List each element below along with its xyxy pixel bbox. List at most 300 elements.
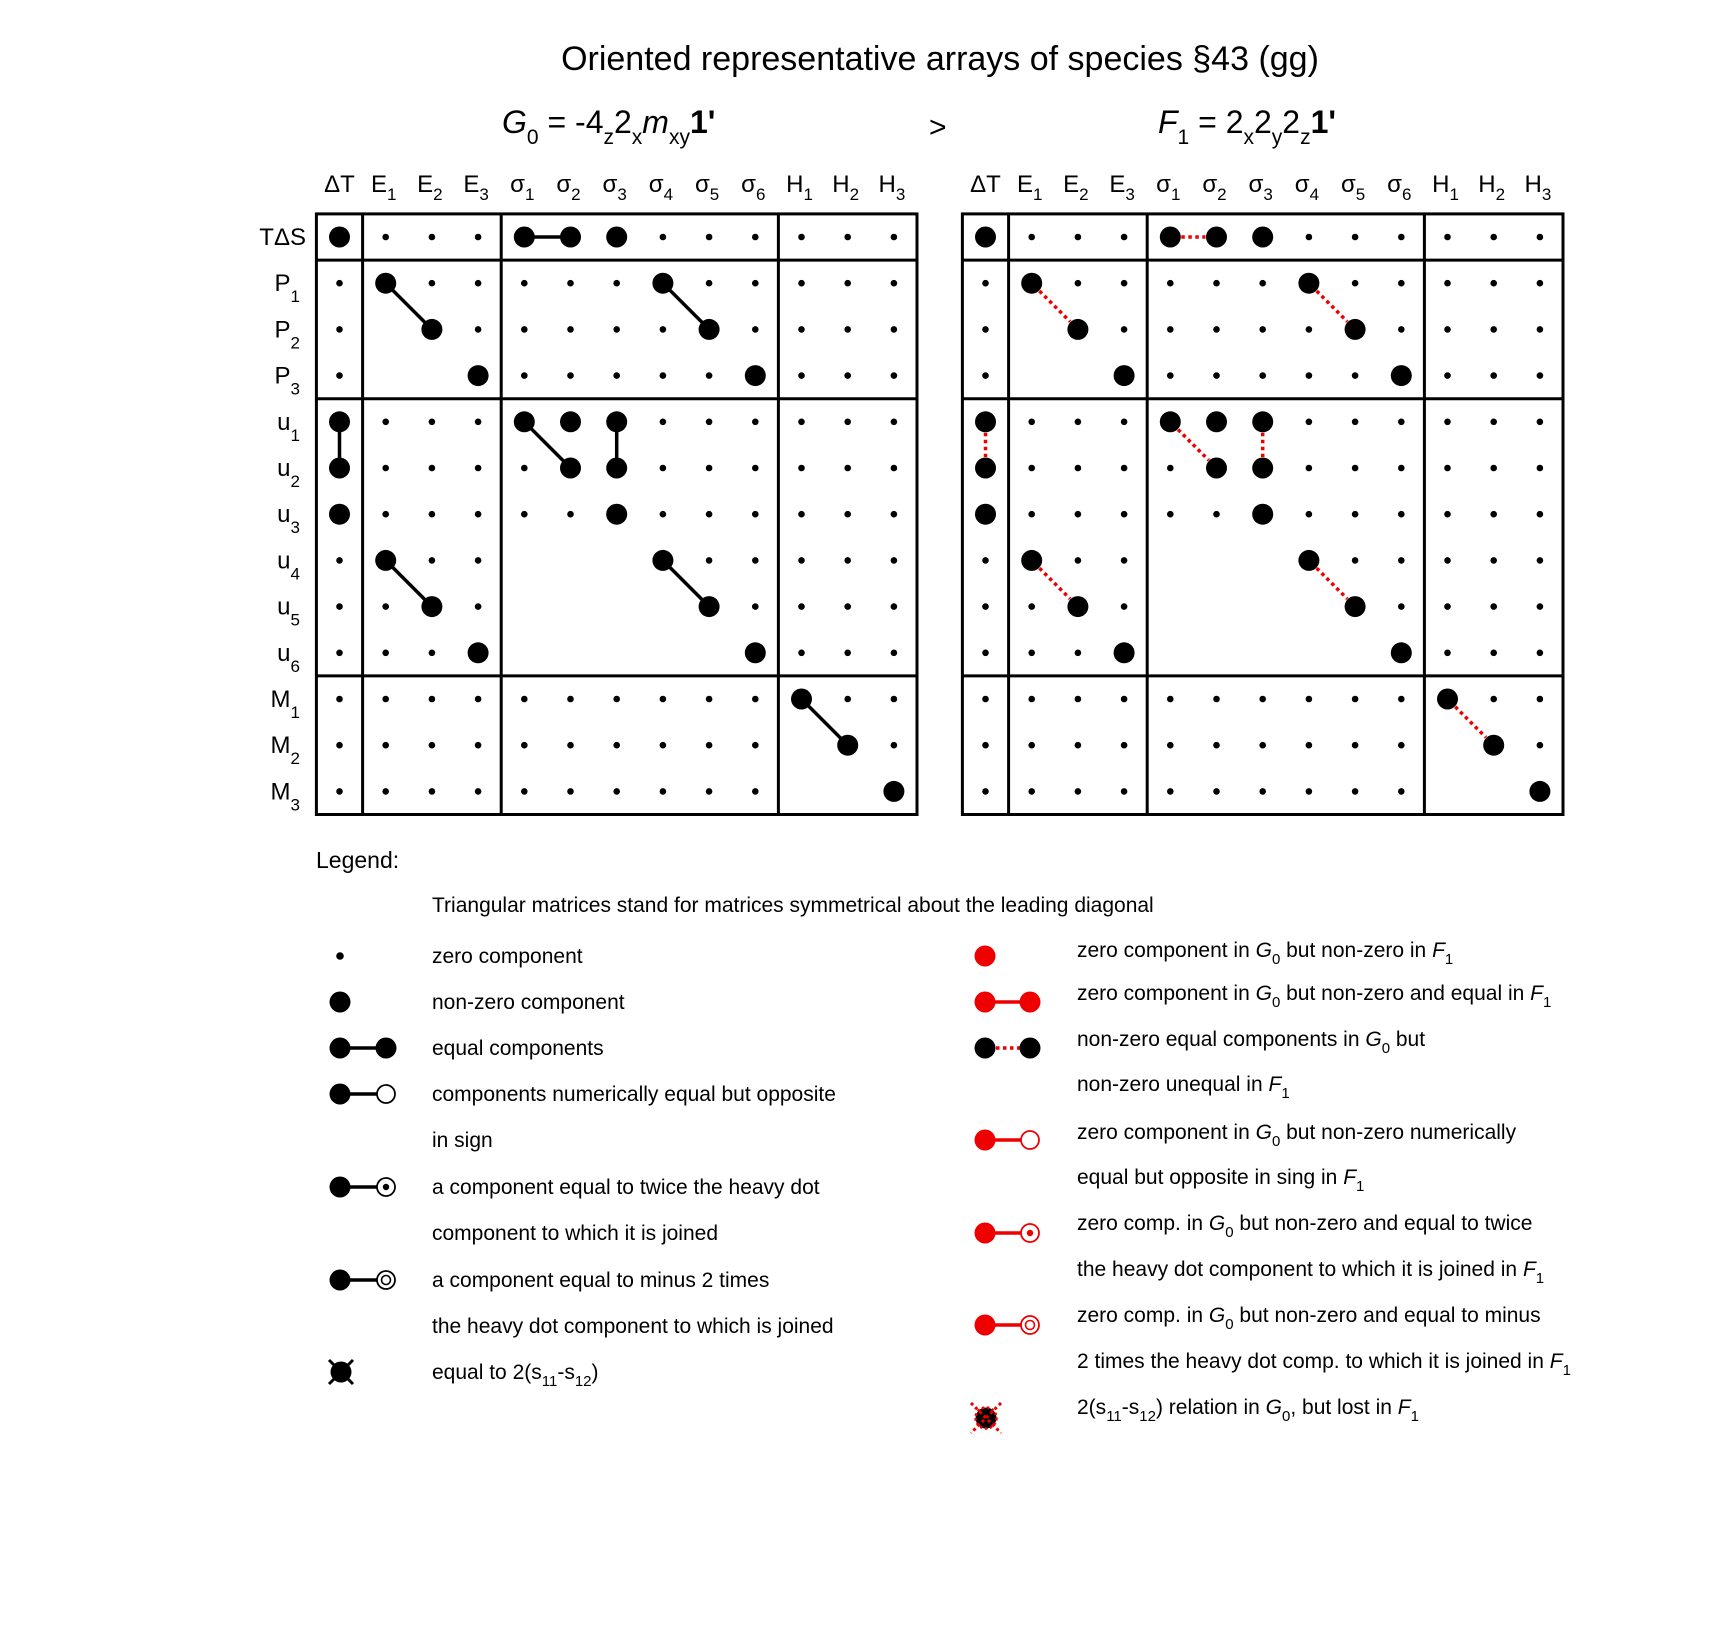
zero-component [1490, 557, 1497, 564]
zero-component [1259, 372, 1266, 379]
zero-component [1352, 788, 1359, 795]
zero-component [1398, 696, 1405, 703]
zero-component [1259, 280, 1266, 287]
zero-component [982, 557, 989, 564]
zero-component [1490, 465, 1497, 472]
nonzero-component [791, 689, 812, 710]
zero-component [982, 650, 989, 657]
nonzero-component [1252, 504, 1273, 525]
nonzero-component [1021, 550, 1042, 571]
zero-component [844, 603, 851, 610]
zero-component [1444, 650, 1451, 657]
zero-component [613, 742, 620, 749]
col-header-σ2: $\sigma_2$ [1202, 171, 1227, 204]
zero-component [1444, 465, 1451, 472]
zero-component [429, 280, 436, 287]
nonzero-component [1298, 550, 1319, 571]
zero-component [1352, 280, 1359, 287]
zero-component [1537, 419, 1544, 426]
zero-component [1352, 511, 1359, 518]
zero-component [1537, 650, 1544, 657]
nonzero-component [837, 735, 858, 756]
zero-component [1028, 650, 1035, 657]
zero-component [1352, 742, 1359, 749]
red-minus-two-link-icon [975, 1315, 1040, 1336]
zero-component [1213, 372, 1220, 379]
heavy-dot-icon [330, 992, 351, 1013]
zero-component [1537, 557, 1544, 564]
zero-component [660, 465, 667, 472]
zero-component [752, 326, 759, 333]
zero-component [1306, 511, 1313, 518]
col-header-σ4: $\sigma_4$ [1294, 171, 1320, 204]
zero-component [1121, 557, 1128, 564]
zero-component [752, 557, 759, 564]
nonzero-component [1529, 781, 1550, 802]
zero-component [706, 696, 713, 703]
zero-component [382, 465, 389, 472]
legend-right-texts [1077, 939, 1571, 1425]
nonzero-component [468, 642, 489, 663]
zero-component [1028, 511, 1035, 518]
row-header-u5: $u_5$ [277, 593, 300, 630]
zero-component [521, 465, 528, 472]
zero-component [1537, 326, 1544, 333]
zero-component [798, 650, 805, 657]
row-header-u4: $u_4$ [277, 547, 300, 584]
zero-component [1537, 280, 1544, 287]
zero-component [1213, 742, 1220, 749]
zero-component [752, 696, 759, 703]
zero-component [1352, 419, 1359, 426]
zero-component [752, 465, 759, 472]
nonzero-component [329, 458, 350, 479]
zero-component [567, 742, 574, 749]
zero-component [475, 603, 482, 610]
zero-component [1213, 788, 1220, 795]
zero-component [1398, 326, 1405, 333]
zero-component [475, 465, 482, 472]
nonzero-component [1483, 735, 1504, 756]
zero-component [1075, 788, 1082, 795]
zero-component [1352, 465, 1359, 472]
legend-r1-text: zero component in $G_0$ but non-zero in $F_1$ [1077, 939, 1454, 968]
zero-component [429, 788, 436, 795]
zero-component [429, 234, 436, 241]
col-header-σ3: $\sigma_3$ [1248, 171, 1273, 204]
legend-zero-text: zero component [432, 945, 583, 968]
nonzero-component [1437, 689, 1458, 710]
zero-component [706, 742, 713, 749]
nonzero-component [1252, 411, 1273, 432]
zero-component [1490, 650, 1497, 657]
zero-component [521, 372, 528, 379]
unequal-link [1317, 291, 1348, 322]
col-header-σ5: $\sigma_5$ [694, 171, 720, 204]
nonzero-component [1206, 411, 1227, 432]
zero-component [1444, 372, 1451, 379]
nonzero-component [975, 411, 996, 432]
zero-component [1028, 696, 1035, 703]
col-header-E1: $E_1$ [1016, 171, 1043, 204]
zero-component [798, 465, 805, 472]
zero-component [1490, 603, 1497, 610]
nonzero-component [514, 227, 535, 248]
zero-component [336, 372, 343, 379]
zero-component [1398, 603, 1405, 610]
zero-component [1537, 696, 1544, 703]
zero-component [1352, 696, 1359, 703]
nonzero-component [1298, 273, 1319, 294]
zero-component [891, 511, 898, 518]
nonzero-component [606, 411, 627, 432]
col-header-H2: $H_2$ [832, 171, 860, 204]
dotted-link-icon [975, 1038, 1041, 1059]
legend-left-texts [432, 945, 836, 1390]
matrix-f1 [962, 171, 1563, 815]
zero-component [1121, 234, 1128, 241]
nonzero-component [1021, 273, 1042, 294]
nonzero-component [745, 642, 766, 663]
zero-component [336, 326, 343, 333]
col-header-σ1: $\sigma_1$ [1156, 171, 1181, 204]
group-label-f1: $F_1 = 2_x2_y2_z1'$ [1158, 104, 1336, 149]
zero-component [891, 650, 898, 657]
zero-component [1075, 650, 1082, 657]
zero-component [1444, 511, 1451, 518]
nonzero-component [606, 458, 627, 479]
zero-component [1306, 419, 1313, 426]
legend-opposite-text-2: in sign [432, 1129, 493, 1152]
row-header-P2: $P_2$ [274, 316, 300, 353]
zero-component [706, 419, 713, 426]
nonzero-component [468, 365, 489, 386]
zero-component [1075, 465, 1082, 472]
unequal-link [1317, 568, 1348, 599]
zero-component [336, 696, 343, 703]
legend-r6-text-2: 2 times the heavy dot comp. to which it is joined in $F_1$ [1077, 1350, 1571, 1379]
zero-component [706, 234, 713, 241]
row-header-P3: $P_3$ [274, 362, 300, 399]
zero-component [1444, 326, 1451, 333]
zero-component [567, 326, 574, 333]
zero-component [382, 419, 389, 426]
nonzero-component [375, 550, 396, 571]
zero-component [613, 280, 620, 287]
zero-component [1121, 603, 1128, 610]
zero-component [798, 280, 805, 287]
zero-component [1213, 280, 1220, 287]
zero-component [475, 788, 482, 795]
col-header-E1: $E_1$ [370, 171, 397, 204]
zero-component [982, 742, 989, 749]
zero-component [752, 419, 759, 426]
zero-component [844, 326, 851, 333]
zero-component [752, 603, 759, 610]
zero-component [613, 372, 620, 379]
zero-component [1444, 419, 1451, 426]
zero-component [706, 280, 713, 287]
zero-component [336, 650, 343, 657]
zero-component [1398, 419, 1405, 426]
nonzero-component [1206, 227, 1227, 248]
zero-component [382, 511, 389, 518]
zero-component [798, 372, 805, 379]
nonzero-component [1391, 642, 1412, 663]
zero-component [475, 511, 482, 518]
nonzero-component [560, 411, 581, 432]
zero-component [844, 557, 851, 564]
zero-component [706, 465, 713, 472]
red-twice-link-icon [975, 1223, 1040, 1244]
legend-nonzero-text: non-zero component [432, 991, 625, 1014]
zero-component [844, 650, 851, 657]
zero-component [1167, 280, 1174, 287]
zero-component [706, 557, 713, 564]
nonzero-component [883, 781, 904, 802]
nonzero-component [1067, 596, 1088, 617]
zero-component [1259, 696, 1266, 703]
zero-component [891, 696, 898, 703]
zero-component [982, 372, 989, 379]
zero-component [1352, 372, 1359, 379]
zero-component [1306, 234, 1313, 241]
zero-component [521, 511, 528, 518]
zero-component [475, 742, 482, 749]
legend-r6-text: zero comp. in $G_0$ but non-zero and equal to minus [1077, 1304, 1541, 1333]
zero-component [752, 742, 759, 749]
zero-component [844, 280, 851, 287]
zero-component [1444, 603, 1451, 610]
legend-minus-two-text: a component equal to minus 2 times [432, 1269, 770, 1292]
zero-component [521, 326, 528, 333]
legend-note: Triangular matrices stand for matrices symmetrical about the leading diagonal [432, 894, 1154, 917]
zero-component [475, 326, 482, 333]
zero-component [844, 234, 851, 241]
zero-component [613, 788, 620, 795]
zero-component [1490, 280, 1497, 287]
zero-component [660, 511, 667, 518]
zero-component [1167, 742, 1174, 749]
col-header-σ2: $\sigma_2$ [556, 171, 581, 204]
zero-component [382, 650, 389, 657]
zero-component [798, 234, 805, 241]
row-header-u6: $u_6$ [277, 639, 300, 676]
zero-component [798, 511, 805, 518]
zero-component [567, 372, 574, 379]
zero-component [429, 696, 436, 703]
zero-component [1259, 788, 1266, 795]
zero-component [1121, 696, 1128, 703]
zero-component [1398, 280, 1405, 287]
unequal-link [1178, 430, 1209, 461]
nonzero-component [699, 596, 720, 617]
zero-component [567, 696, 574, 703]
nonzero-component [652, 273, 673, 294]
zero-component [1398, 511, 1405, 518]
zero-component [1490, 234, 1497, 241]
zero-component [982, 788, 989, 795]
col-header-E3: $E_3$ [1109, 171, 1135, 204]
zero-component [1490, 511, 1497, 518]
nonzero-component [329, 411, 350, 432]
col-header-H2: $H_2$ [1478, 171, 1506, 204]
zero-component [429, 419, 436, 426]
zero-component [706, 372, 713, 379]
zero-component [567, 788, 574, 795]
unequal-link [1455, 707, 1486, 738]
zero-component [982, 603, 989, 610]
zero-component [521, 280, 528, 287]
zero-component [382, 234, 389, 241]
zero-component [336, 788, 343, 795]
crossed-dot-icon [329, 1360, 353, 1384]
zero-component [336, 742, 343, 749]
zero-component [844, 696, 851, 703]
legend-r3-text-2: non-zero unequal in $F_1$ [1077, 1073, 1290, 1102]
zero-component [752, 788, 759, 795]
nonzero-component [1206, 458, 1227, 479]
group-label-g0: $G_0 = -4_z2_xm_{xy}1'$ [502, 104, 716, 149]
zero-component [1306, 696, 1313, 703]
zero-component [891, 326, 898, 333]
nonzero-component [1252, 458, 1273, 479]
col-header-H3: $H_3$ [878, 171, 906, 204]
nonzero-component [1160, 411, 1181, 432]
zero-component [1306, 465, 1313, 472]
zero-component [1121, 742, 1128, 749]
zero-component [1444, 557, 1451, 564]
zero-component [1306, 788, 1313, 795]
zero-component [844, 511, 851, 518]
legend-opposite-text: components numerically equal but opposite [432, 1083, 836, 1106]
zero-component [336, 603, 343, 610]
zero-component [1490, 326, 1497, 333]
zero-component [336, 557, 343, 564]
zero-component [1490, 372, 1497, 379]
legend-equal-text: equal components [432, 1037, 604, 1060]
zero-component [1490, 696, 1497, 703]
zero-component [891, 372, 898, 379]
zero-component [613, 696, 620, 703]
zero-component [1075, 696, 1082, 703]
nonzero-component [1345, 596, 1366, 617]
nonzero-component [975, 458, 996, 479]
zero-component [798, 419, 805, 426]
row-header-M2: $M_2$ [270, 732, 300, 769]
zero-component [844, 419, 851, 426]
legend-r4-text: zero component in $G_0$ but non-zero numerically [1077, 1121, 1517, 1150]
nonzero-component [606, 504, 627, 525]
row-header-u2: $u_2$ [277, 455, 300, 491]
red-equal-link-icon [975, 992, 1041, 1013]
legend-r3-text: non-zero equal components in $G_0$ but [1077, 1028, 1426, 1057]
nonzero-component [329, 504, 350, 525]
zero-component [1075, 742, 1082, 749]
zero-component [798, 603, 805, 610]
zero-component [1028, 465, 1035, 472]
zero-component [844, 465, 851, 472]
zero-component [567, 511, 574, 518]
zero-component [1490, 419, 1497, 426]
zero-component [660, 419, 667, 426]
col-header-σ6: $\sigma_6$ [1387, 171, 1412, 204]
lost-crossed-dot-icon [971, 1403, 1001, 1433]
col-header-E3: $E_3$ [463, 171, 489, 204]
zero-component [1352, 234, 1359, 241]
nonzero-component [652, 550, 673, 571]
zero-component [660, 372, 667, 379]
zero-component [1537, 465, 1544, 472]
col-header-H3: $H_3$ [1524, 171, 1552, 204]
nonzero-component [699, 319, 720, 340]
small-dot-icon [336, 952, 344, 960]
zero-component [1398, 234, 1405, 241]
nonzero-component [560, 227, 581, 248]
zero-component [660, 742, 667, 749]
zero-component [660, 326, 667, 333]
zero-component [1028, 419, 1035, 426]
zero-component [382, 696, 389, 703]
zero-component [567, 280, 574, 287]
opposite-link-icon [330, 1084, 396, 1105]
zero-component [1213, 511, 1220, 518]
col-header-σ1: $\sigma_1$ [510, 171, 535, 204]
legend-crossed-text: equal to $2(s_{11}-s_{12})$ [432, 1361, 599, 1390]
zero-component [1121, 326, 1128, 333]
col-header-E2: $E_2$ [417, 171, 443, 204]
legend-minus-two-text-2: the heavy dot component to which is joined [432, 1315, 834, 1338]
red-dot-icon [975, 946, 996, 967]
matrix-g0 [259, 171, 917, 815]
col-header-σ4: $\sigma_4$ [648, 171, 674, 204]
zero-component [660, 696, 667, 703]
col-header-σ3: $\sigma_3$ [602, 171, 627, 204]
legend-r2-text: zero component in $G_0$ but non-zero and equal in $F_1$ [1077, 982, 1552, 1011]
zero-component [1537, 372, 1544, 379]
zero-component [1121, 511, 1128, 518]
nonzero-component [1391, 365, 1412, 386]
legend-heading: Legend: [316, 847, 400, 873]
nonzero-component [421, 596, 442, 617]
nonzero-component [1252, 227, 1273, 248]
zero-component [1167, 465, 1174, 472]
col-header-σ5: $\sigma_5$ [1340, 171, 1366, 204]
zero-component [1213, 326, 1220, 333]
zero-component [1075, 511, 1082, 518]
zero-component [660, 234, 667, 241]
zero-component [1028, 742, 1035, 749]
zero-component [382, 742, 389, 749]
zero-component [1167, 511, 1174, 518]
zero-component [1537, 234, 1544, 241]
legend-left-symbols [329, 952, 397, 1384]
zero-component [982, 696, 989, 703]
zero-component [1028, 603, 1035, 610]
legend-r5-text-2: the heavy dot component to which it is joined in $F_1$ [1077, 1258, 1545, 1287]
zero-component [891, 557, 898, 564]
zero-component [1167, 326, 1174, 333]
row-header-u3: $u_3$ [277, 501, 300, 538]
col-header-E2: $E_2$ [1063, 171, 1089, 204]
row-header-M1: $M_1$ [270, 686, 300, 722]
col-header-H1: $H_1$ [786, 171, 813, 204]
minus-two-link-icon [330, 1270, 396, 1291]
nonzero-component [329, 227, 350, 248]
zero-component [752, 234, 759, 241]
zero-component [844, 372, 851, 379]
legend-r5-text: zero comp. in $G_0$ but non-zero and equal to twice [1077, 1212, 1533, 1241]
